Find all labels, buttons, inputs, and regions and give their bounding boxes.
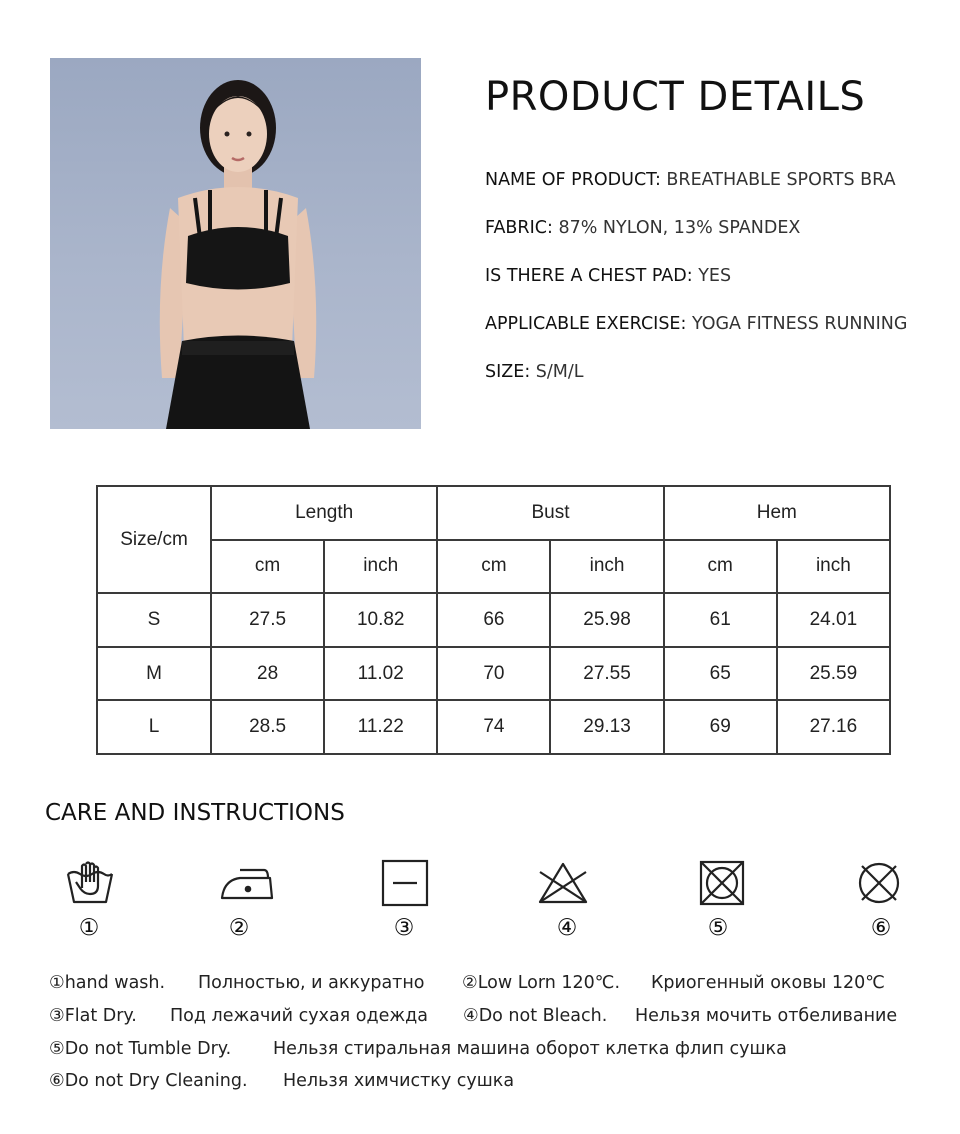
table-row <box>97 700 890 754</box>
detail-label: IS THERE A CHEST PAD: <box>485 266 693 286</box>
table-cell: 69 <box>664 700 777 754</box>
product-photo <box>50 58 421 429</box>
table-group-header: Hem <box>664 486 890 540</box>
table-corner-cell: Size/cm <box>97 486 211 593</box>
hand-wash-icon <box>64 858 116 908</box>
detail-value: YOGA FITNESS RUNNING <box>691 314 908 334</box>
detail-value: S/M/L <box>535 362 584 382</box>
table-unit-header: inch <box>550 540 663 594</box>
table-cell: 27.55 <box>550 647 663 701</box>
table-cell: 11.02 <box>324 647 437 701</box>
instruction-ru: Нельзя стиральная машина оборот клетка флип сушка <box>273 1039 787 1059</box>
instruction-en: ①hand wash. <box>49 973 166 993</box>
table-cell: 66 <box>437 593 550 647</box>
care-number: ② <box>228 915 250 941</box>
product-details-title: PRODUCT DETAILS <box>485 74 866 120</box>
table-cell: 27.5 <box>211 593 324 647</box>
table-cell: 61 <box>664 593 777 647</box>
table-size-cell: L <box>97 700 211 754</box>
detail-label: APPLICABLE EXERCISE: <box>485 314 687 334</box>
iron-icon <box>218 858 270 908</box>
do-not-tumble-dry-icon <box>697 858 749 908</box>
table-size-cell: M <box>97 647 211 701</box>
table-unit-row <box>97 540 890 594</box>
table-group-header: Length <box>211 486 437 540</box>
do-not-bleach-icon <box>536 858 588 908</box>
table-cell: 10.82 <box>324 593 437 647</box>
instruction-ru: Нельзя химчистку сушка <box>283 1071 515 1091</box>
detail-row-name <box>485 170 896 190</box>
instruction-en: ⑥Do not Dry Cleaning. <box>49 1071 248 1091</box>
instruction-en: ②Low Lorn 120℃. <box>462 973 621 993</box>
table-cell: 65 <box>664 647 777 701</box>
detail-value: 87% NYLON, 13% SPANDEX <box>558 218 801 238</box>
table-cell: 27.16 <box>777 700 890 754</box>
table-header-row <box>97 486 890 540</box>
do-not-dry-clean-icon <box>854 858 906 908</box>
table-unit-header: cm <box>211 540 324 594</box>
detail-value: BREATHABLE SPORTS BRA <box>666 170 896 190</box>
instruction-ru: Нельзя мочить отбеливание <box>635 1006 898 1026</box>
detail-row-chest-pad <box>485 266 731 286</box>
table-unit-header: cm <box>664 540 777 594</box>
table-size-cell: S <box>97 593 211 647</box>
instruction-en: ④Do not Bleach. <box>463 1006 608 1026</box>
detail-value: YES <box>698 266 732 286</box>
care-number: ④ <box>556 915 578 941</box>
care-number: ① <box>78 915 100 941</box>
table-cell: 70 <box>437 647 550 701</box>
table-row <box>97 593 890 647</box>
table-cell: 24.01 <box>777 593 890 647</box>
table-cell: 74 <box>437 700 550 754</box>
table-unit-header: inch <box>324 540 437 594</box>
table-cell: 11.22 <box>324 700 437 754</box>
instruction-en: ③Flat Dry. <box>49 1006 137 1026</box>
instruction-ru: Под лежачий сухая одежда <box>170 1006 428 1026</box>
instruction-ru: Полностью, и аккуратно <box>198 973 425 993</box>
care-number: ⑤ <box>707 915 729 941</box>
table-cell: 28.5 <box>211 700 324 754</box>
detail-row-fabric <box>485 218 800 238</box>
table-cell: 28 <box>211 647 324 701</box>
detail-label: FABRIC: <box>485 218 553 238</box>
care-title: CARE AND INSTRUCTIONS <box>45 800 345 826</box>
detail-row-exercise <box>485 314 907 334</box>
table-cell: 25.59 <box>777 647 890 701</box>
detail-row-size <box>485 362 584 382</box>
table-cell: 25.98 <box>550 593 663 647</box>
instruction-ru: Криогенный оковы 120℃ <box>651 973 885 993</box>
care-number: ③ <box>393 915 415 941</box>
size-chart-table <box>96 485 891 755</box>
flat-dry-icon <box>380 858 432 908</box>
table-unit-header: cm <box>437 540 550 594</box>
table-cell: 29.13 <box>550 700 663 754</box>
table-unit-header: inch <box>777 540 890 594</box>
table-row <box>97 647 890 701</box>
detail-label: SIZE: <box>485 362 531 382</box>
instruction-en: ⑤Do not Tumble Dry. <box>49 1039 232 1059</box>
table-group-header: Bust <box>437 486 663 540</box>
care-number: ⑥ <box>870 915 892 941</box>
detail-label: NAME OF PRODUCT: <box>485 170 661 190</box>
